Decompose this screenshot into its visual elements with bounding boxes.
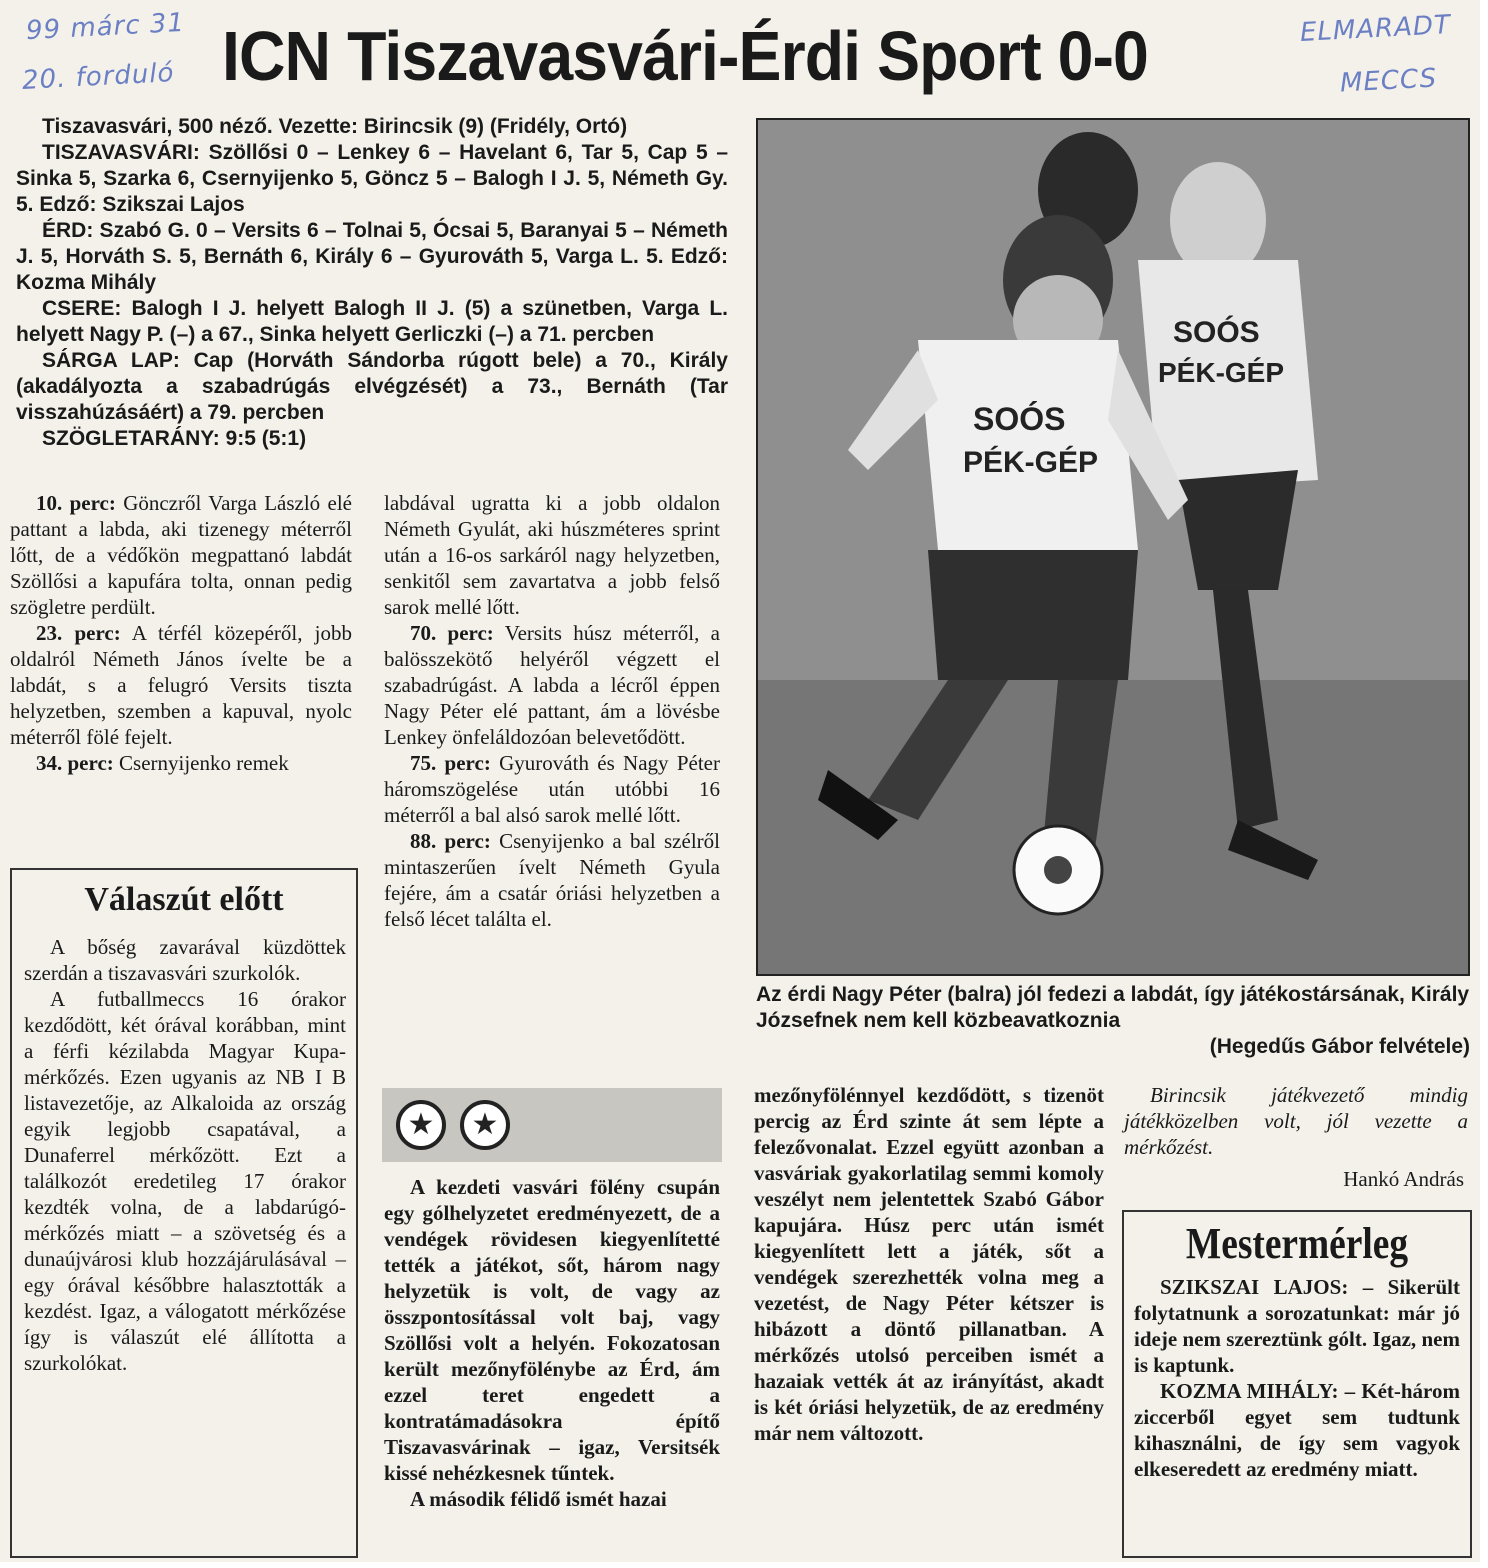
sidebar-paragraph: A futballmeccs 16 órakor kezdődött, két órával korábban, mint a férfi kézilabda Magyar Kupa-mérkőzés. Ezen ugyanis az NB I B listavezetője, az Alkaloida az ország egyik legjobb csapatával, a Dunaferrel mérkőzött. Ezt a találkozót eredetileg 17 órakor kezdték volna, de a labdarúgó-mérkőzés miatt – a szövetség és a dunaújvárosi klub hozzájárulásával – egy órával későbbre halasztották a kezdést. Igaz, a válogatott mérkőzése így is válaszút elé állította a szurkolókat.: [24, 987, 346, 1375]
report-paragraph: A második félidő ismét hazai: [410, 1487, 667, 1511]
sidebar-paragraph: A bőség zavarával küzdöttek szerdán a tiszavasvári szurkolók.: [24, 935, 346, 985]
events-column-2: [384, 490, 720, 932]
event-item: labdával ugratta ki a jobb oldalon Németh Gyulát, aki húszméteres sprint után a 16-os sarkáról nagy helyzetben, senkitől sem zavartatva a jobb felső sarok mellé lőtt.: [384, 491, 720, 619]
rating-bar: [382, 1088, 722, 1162]
events-column-1: [10, 490, 352, 776]
event-item: 70. perc: Versits húsz méterről, a balösszekötő helyéről végzett el szabadrúgást. A labda a lécről éppen Nagy Péter elé pattant, ám a lövésbe Lenkey önfeláldozóan belevetődött.: [384, 621, 720, 749]
mestermerleg-box: [1122, 1210, 1472, 1558]
referee-note: Birincsik játékvezető mindig játékközelben volt, jól vezette a mérkőzést.: [1124, 1083, 1468, 1159]
report-paragraph: A kezdeti vasvári fölény csupán egy gólhelyzetet eredményezett, de a vendégek rövidesen kiegyenlítetté tették a játékot, sőt, három nagy helyzetük is volt, de vagy az összpontosítással volt baj, vagy Szöllősi volt a helyén. Fokozatosan került mezőnyfölénybe az Érd, ám ezzel teret engedett a kontratámadásokra építő Tiszavasvárinak – igaz, Versitsék kissé nehézkesnek tűntek.: [384, 1175, 720, 1485]
jersey-text: SOÓS: [973, 401, 1066, 437]
info-yellow-cards: SÁRGA LAP: Cap (Horváth Sándorba rúgott bele) a 70., Király (akadályozta a szabadrúgás elvégzését) a 73., Bernáth (Tar visszahúzásáért) a 79. percben: [16, 349, 728, 424]
handwritten-note-line1: ELMARADT: [1299, 10, 1452, 48]
event-item: 34. perc: Csernyijenko remek: [36, 751, 289, 775]
photo-caption: [756, 982, 1470, 1060]
photo-illustration: [758, 120, 1468, 974]
sidebar-valaszut: [10, 868, 358, 1558]
info-home-lineup: TISZAVASVÁRI: Szöllősi 0 – Lenkey 6 – Havelant 6, Tar 5, Cap 5 – Sinka 5, Szarka 6, Csernyijenko 5, Göncz 5 – Balogh I J. 5, Németh Gy. 5. Edző: Szikszai Lajos: [16, 141, 728, 216]
info-away-lineup: ÉRD: Szabó G. 0 – Versits 6 – Tolnai 5, Ócsai 5, Baranyai 5 – Németh J. 5, Horváth S. 5, Bernáth 6, Király 6 – Gyurováth 5, Varga L. 5. Edző: Kozma Mihály: [16, 219, 728, 294]
handwritten-date: 99 márc 31: [25, 7, 186, 47]
event-item: 88. perc: Csenyijenko a bal szélről mintaszerűen ívelt Németh Gyula fejére, ám a csatár óriási helyzetben a felső lécet találta el.: [384, 829, 720, 931]
jersey-text: PÉK-GÉP: [963, 446, 1099, 479]
headline: ICN Tiszavasvári-Érdi Sport 0-0: [222, 17, 1148, 95]
sidebar-body: [24, 934, 346, 1376]
handwritten-note-line2: MECCS: [1339, 63, 1438, 99]
star-icon: ★: [396, 1100, 446, 1150]
info-corners: SZÖGLETARÁNY: 9:5 (5:1): [42, 427, 307, 450]
event-item: 75. perc: Gyurováth és Nagy Péter háromszögelése után utóbbi 16 méterről a bal alsó sarok mellé lőtt.: [384, 751, 720, 827]
report-column-3: [754, 1082, 1104, 1446]
photo-credit: (Hegedűs Gábor felvétele): [1209, 1035, 1470, 1058]
sidebar-title: Válaszút előtt: [84, 881, 284, 918]
event-item: 23. perc: A térfél közepéről, jobb oldalról Németh János ívelte be a labdát, s a felugró Versits tiszta helyzetben, szemben a kapuval, nyolc méterről fölé fejelt.: [10, 621, 353, 749]
jersey-text: SOÓS: [1173, 316, 1260, 349]
mestermerleg-item: KOZMA MIHÁLY: – Két-három ziccerből egyet sem tudtunk kihasználni, de így sem vagyok elkeseredett az eredmény miatt.: [1134, 1379, 1460, 1481]
mestermerleg-item: SZIKSZAI LAJOS: – Sikerült folytatnunk a sorozatunkat: már jó ideje nem szereztünk gólt. Igaz, nem is kaptunk.: [1134, 1275, 1461, 1377]
handwritten-round: 20. forduló: [21, 58, 176, 96]
mestermerleg-body: [1134, 1274, 1460, 1482]
caption-text: Az érdi Nagy Péter (balra) jól fedezi a labdát, így játékostársának, Király Józsefnek nem kell közbeavatkoznia: [756, 983, 1470, 1032]
info-substitutions: CSERE: Balogh I J. helyett Balogh II J. (5) a szünetben, Varga L. helyett Nagy P. (–) a 67., Sinka helyett Gerliczki (–) a 71. percben: [16, 297, 728, 346]
event-item: 10. perc: Gönczről Varga László elé pattant a labda, aki tizenegy méterről lőtt, de a védőkön megpattanó labdát Szöllősi a kapufára tolta, onnan pedig szögletre perdült.: [10, 491, 352, 619]
mestermerleg-title: Mestermérleg: [1185, 1219, 1409, 1268]
star-icon: ★: [460, 1100, 510, 1150]
info-venue: Tiszavasvári, 500 néző. Vezette: Birincsik (9) (Fridély, Ortó): [42, 115, 628, 138]
report-column-2: [384, 1174, 720, 1512]
report-paragraph: mezőnyfölénnyel kezdődött, s tizenöt percig az Érd szinte át sem lépte a felezővonalat. Ezzel együtt azonban a vasváriak gyakorlatilag semmi komoly veszélyt nem jelentettek Szabó Gábor kapujára. Húsz perc után ismét kiegyenlített lett a játék, sőt a vendégek szerezhették volna meg a vezetést, de Nagy Péter kétszer is hibázott a döntő pillanatban. A mérkőzés utolsó perceiben ismét a hazaiak vették át az irányítást, akadt is két óriási helyzetük, de az eredmény már nem változott.: [754, 1083, 1104, 1445]
match-photo: [756, 118, 1470, 976]
jersey-text: PÉK-GÉP: [1158, 357, 1285, 388]
match-info: [16, 114, 728, 452]
author: Hankó András: [1343, 1167, 1464, 1191]
